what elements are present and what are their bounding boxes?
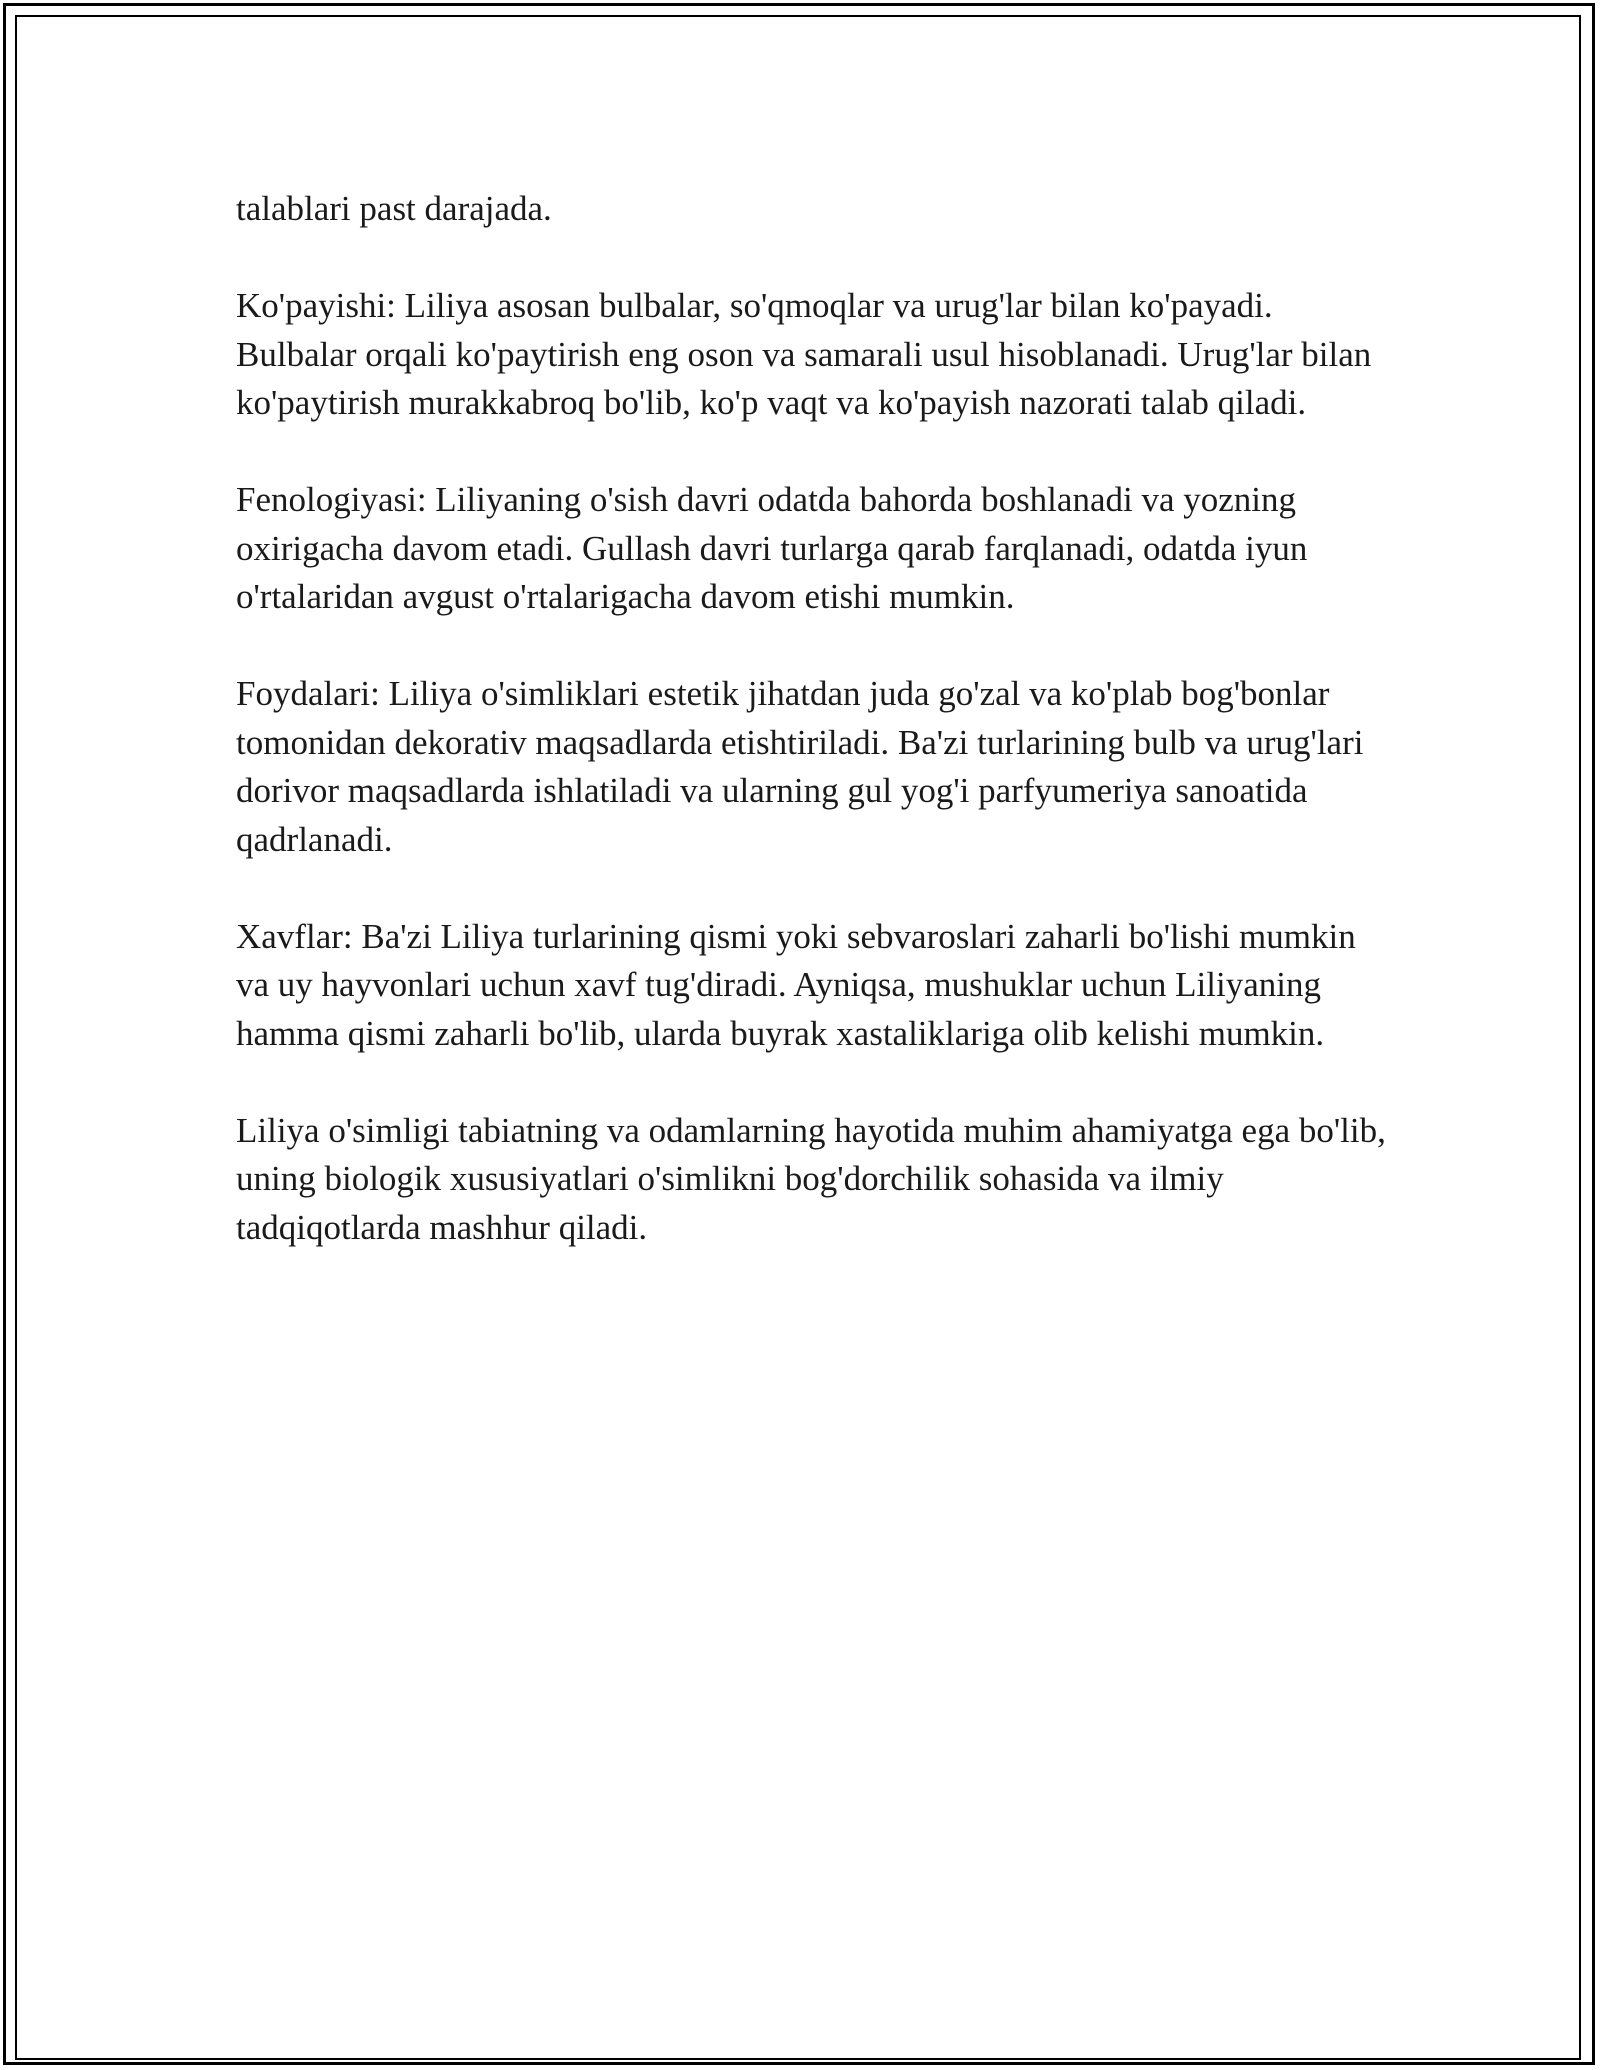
paragraph-continuation: talablari past darajada.: [236, 189, 552, 228]
paragraph-conclusion: Liliya o'simligi tabiatning va odamlarning hayotida muhim ahamiyatga ega bo'lib, uning biologik xususiyatlari o'simlikni bog'dorchilik sohasida va ilmiy tadqiqotlarda mashhur qiladi.: [236, 1110, 1386, 1247]
document-body: [236, 185, 1386, 1301]
paragraph-propagation: Ko'payishi: Liliya asosan bulbalar, so'qmoqlar va urug'lar bilan ko'payadi. Bulbalar orqali ko'paytirish eng oson va samarali usul hisoblanadi. Urug'lar bilan ko'paytirish murakkabroq bo'lib, ko'p vaqt va ko'payish nazorati talab qiladi.: [236, 286, 1372, 422]
paragraph-dangers: Xavflar: Ba'zi Liliya turlarining qismi yoki sebvaroslari zaharli bo'lishi mumkin va uy hayvonlari uchun xavf tug'diradi. Ayniqsa, mushuklar uchun Liliyaning hamma qismi zaharli bo'lib, ularda buyrak xastaliklariga olib kelishi mumkin.: [236, 916, 1356, 1053]
paragraph-benefits: Foydalari: Liliya o'simliklari estetik jihatdan juda go'zal va ko'plab bog'bonlar tomonidan dekorativ maqsadlarda etishtiriladi. Ba'zi turlarining bulb va urug'lari dorivor maqsadlarda ishlatiladi va ularning gul yog'i parfyumeriya sanoatida qadrlanadi.: [236, 674, 1364, 859]
paragraph-phenology: Fenologiyasi: Liliyaning o'sish davri odatda bahorda boshlanadi va yozning oxirigacha davom etadi. Gullash davri turlarga qarab farqlanadi, odatda iyun o'rtalaridan avgust o'rtalarigacha davom etishi mumkin.: [236, 480, 1308, 616]
